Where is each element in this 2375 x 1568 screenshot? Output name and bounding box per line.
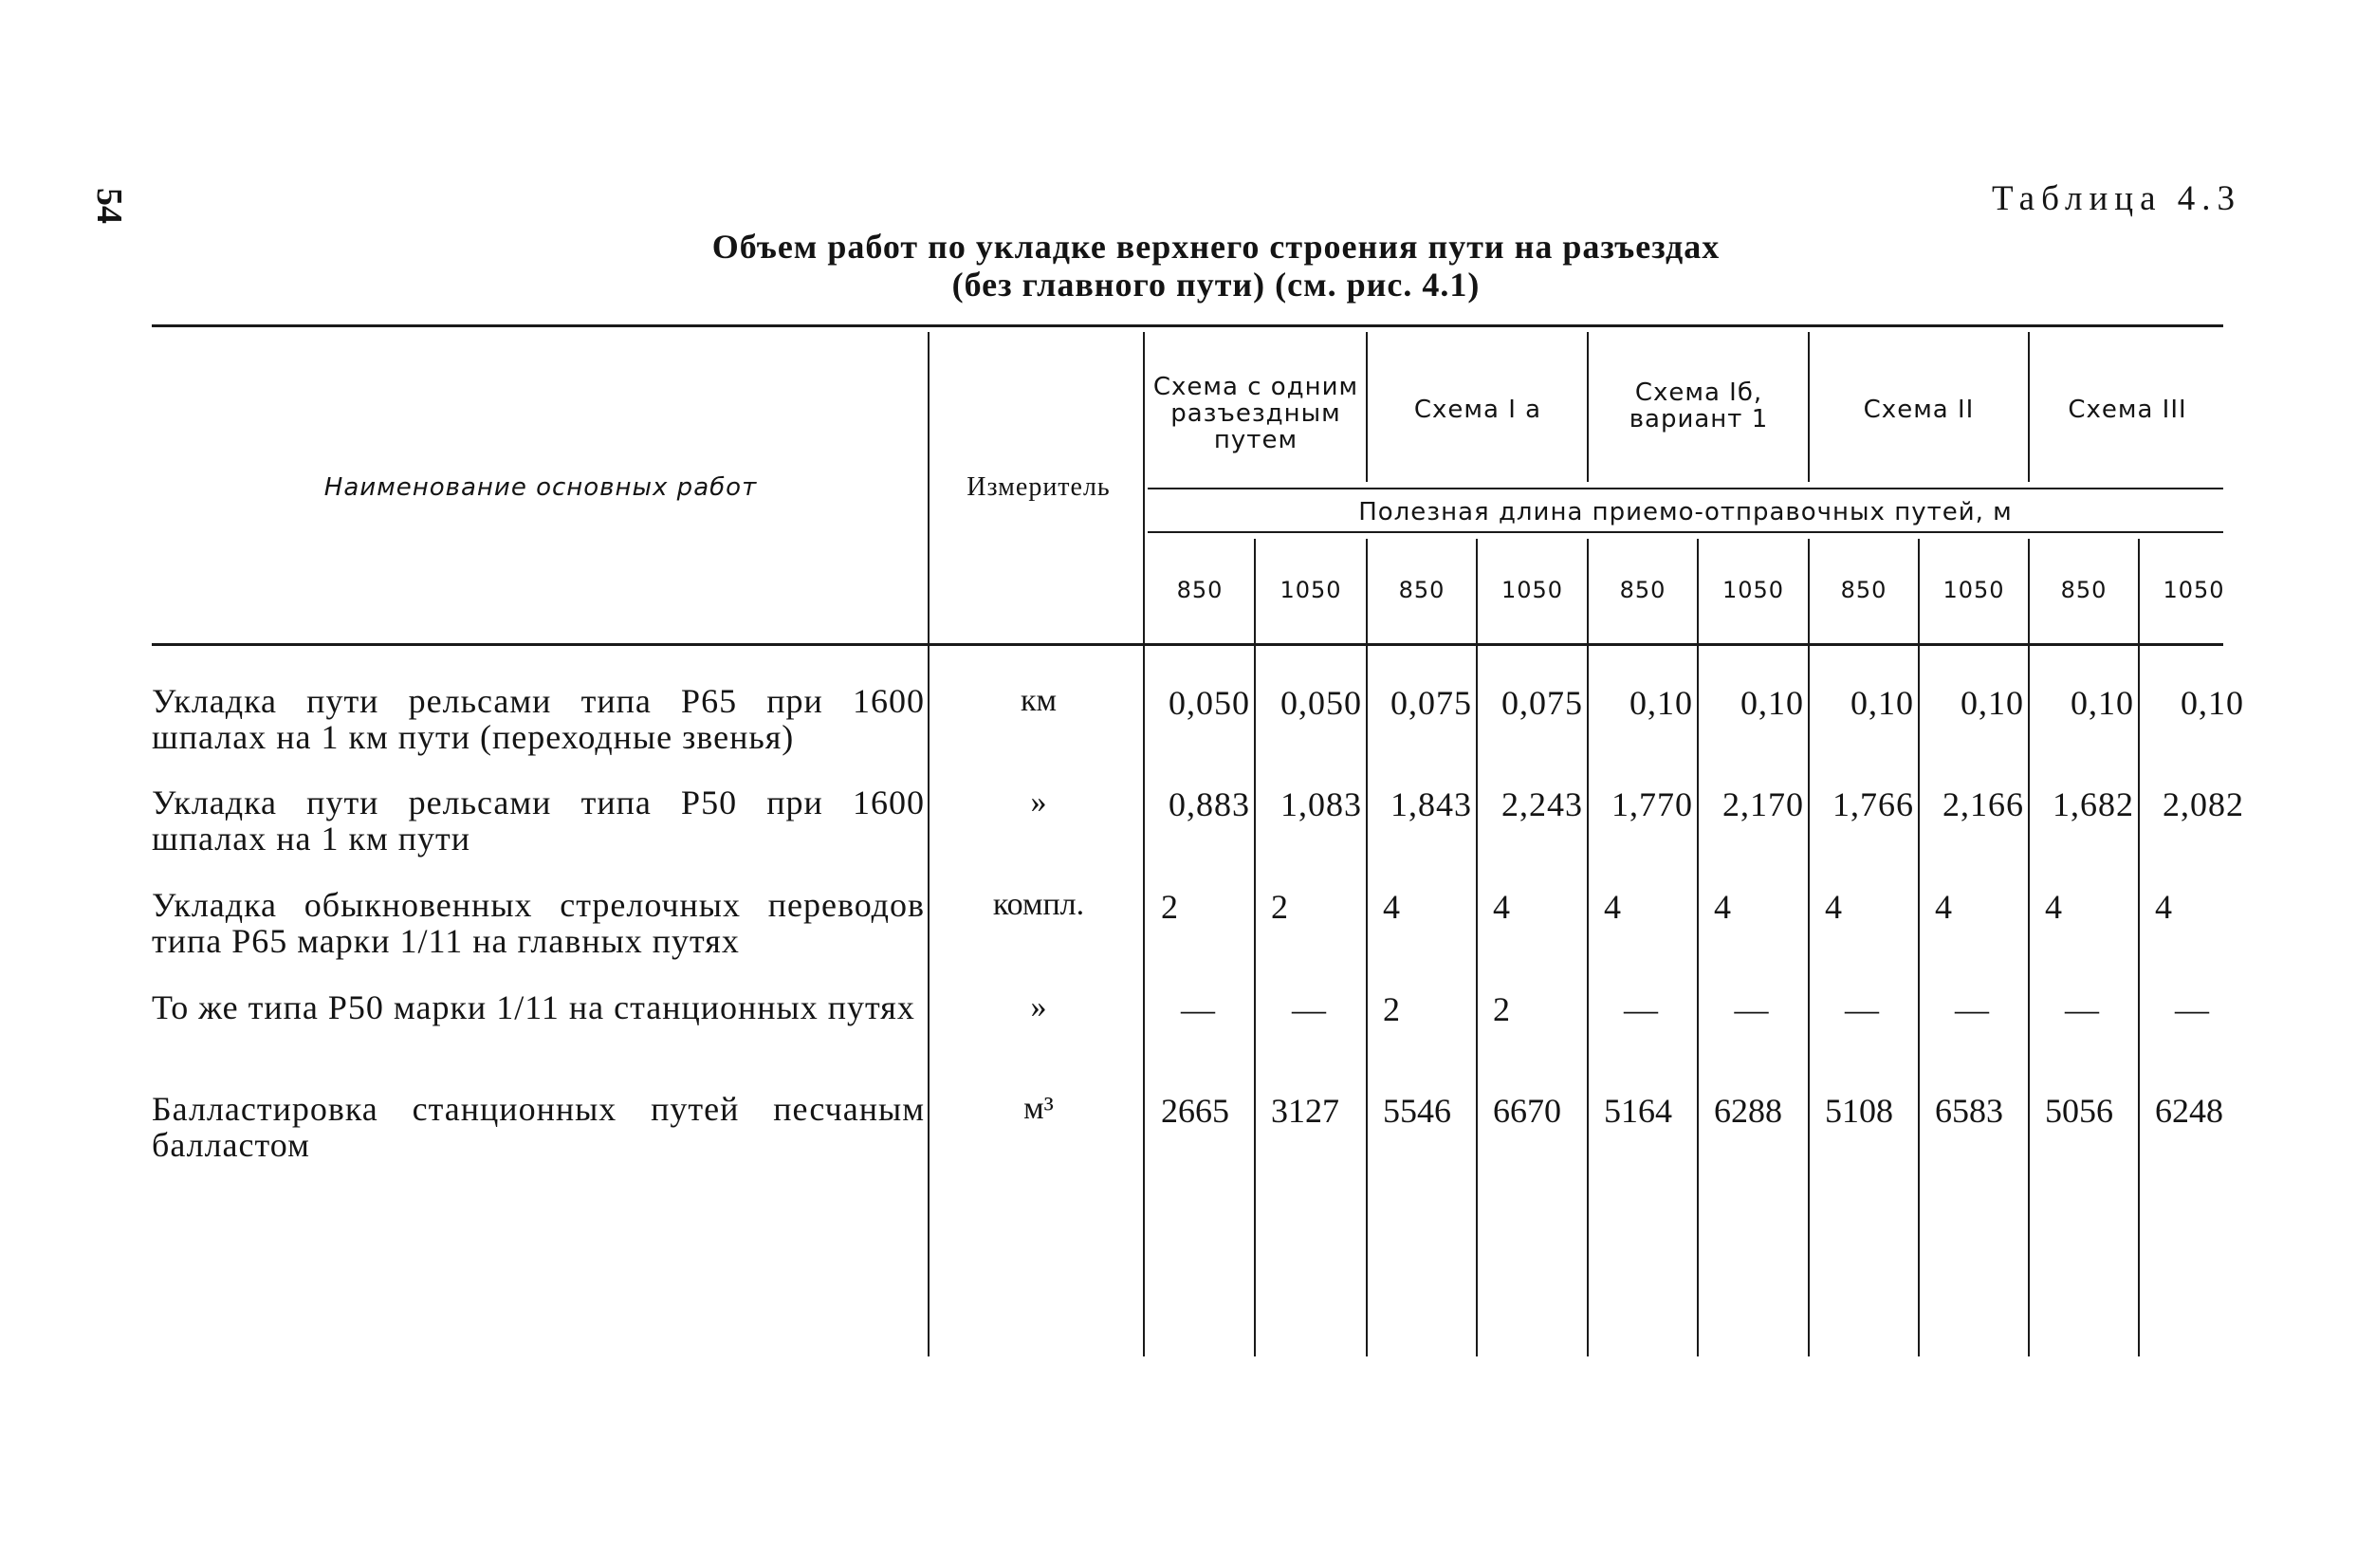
table-cell: 5164 (1604, 1092, 1672, 1130)
table-cell: 2 (1383, 990, 1400, 1028)
value-col-divider (1587, 539, 1589, 1356)
header-length-label: Полезная длина приемо-отправочных путей, м (1358, 498, 2013, 526)
value-col-divider (1808, 539, 1810, 1356)
table-cell: 2,082 (2163, 785, 2244, 823)
value-col-divider (2028, 539, 2030, 1356)
table-cell: 0,883 (1169, 785, 1250, 823)
table-cell: 3127 (1271, 1092, 1339, 1130)
length-header-cell: 850 (1619, 577, 1666, 603)
table-cell: 4 (1604, 888, 1621, 926)
title-line-1: Объем работ по укладке верхнего строения пути на разъездах (711, 228, 1721, 266)
table-cell: 6288 (1714, 1092, 1782, 1130)
row-unit: компл. (992, 887, 1085, 922)
header-scheme-2: Схема I а (1413, 396, 1542, 424)
value-col-divider (1254, 539, 1256, 1356)
table-cell: 0,10 (1961, 684, 2024, 722)
scheme-rule (1148, 488, 2223, 489)
table-cell: 1,083 (1280, 785, 1362, 823)
header-scheme-4: Схема II (1863, 396, 1975, 424)
table-cell: 4 (1714, 888, 1731, 926)
table-cell: — (1845, 990, 1879, 1028)
row-unit: м³ (1023, 1091, 1054, 1126)
title-line-2: (без главного пути) (см. рис. 4.1) (951, 266, 1481, 304)
length-header-cell: 1050 (1500, 577, 1564, 603)
length-header-cell: 1050 (1280, 577, 1342, 603)
table-cell: 5108 (1825, 1092, 1893, 1130)
table-cell: 0,050 (1280, 684, 1362, 722)
table-cell: 2,243 (1501, 785, 1583, 823)
row-name: Балластировка станционных путей песчаным балластом (152, 1090, 925, 1164)
col-divider-name (928, 332, 930, 1356)
table-cell: 6670 (1493, 1092, 1561, 1130)
row-unit: » (1030, 784, 1047, 820)
table-cell: 0,10 (2181, 684, 2244, 722)
table-cell: 4 (1383, 888, 1400, 926)
table-cell: 4 (2045, 888, 2062, 926)
scheme-divider (2028, 332, 2030, 482)
scheme-divider (1587, 332, 1589, 482)
row-name: То же типа Р50 марки 1/11 на станционных путях (152, 988, 915, 1026)
table-cell: 4 (2155, 888, 2172, 926)
value-col-divider (2138, 539, 2140, 1356)
value-col-divider (1697, 539, 1699, 1356)
length-header-cell: 850 (2060, 577, 2108, 603)
table-cell: 4 (1935, 888, 1952, 926)
row-name: Укладка пути рельсами типа Р50 при 1600 шпалах на 1 км пути (152, 784, 925, 858)
value-col-divider (1918, 539, 1920, 1356)
value-col-divider (1366, 539, 1368, 1356)
table-cell: 1,682 (2053, 785, 2134, 823)
header-scheme-3: Схема Iб, вариант 1 (1629, 378, 1769, 434)
table-cell: 4 (1493, 888, 1510, 926)
length-header-cell: 850 (1398, 577, 1445, 603)
col-divider-unit (1143, 332, 1145, 1356)
table-cell: 0,10 (2071, 684, 2134, 722)
row-unit: км (1020, 683, 1058, 718)
table-cell: 6248 (2155, 1092, 2223, 1130)
row-unit: » (1030, 989, 1047, 1024)
header-name-column: Наименование основных работ (323, 473, 758, 502)
table-cell: 2 (1271, 888, 1288, 926)
table-cell: 5056 (2045, 1092, 2113, 1130)
table-cell: 0,050 (1169, 684, 1250, 722)
table-cell: 0,10 (1850, 684, 1914, 722)
table-cell: 5546 (1383, 1092, 1451, 1130)
table-cell: — (1624, 990, 1658, 1028)
length-header-cell: 1050 (1942, 577, 2005, 603)
table-cell: 2 (1493, 990, 1510, 1028)
length-header-cell: 1050 (1721, 577, 1785, 603)
header-unit-column: Измеритель (967, 472, 1111, 502)
table-cell: 2 (1161, 888, 1178, 926)
table-cell: — (2175, 990, 2209, 1028)
scheme-divider (1366, 332, 1368, 482)
table-cell: — (1734, 990, 1769, 1028)
table-cell: 0,075 (1390, 684, 1472, 722)
table-label: Таблица 4.3 (1992, 179, 2241, 218)
table-cell: 1,843 (1390, 785, 1472, 823)
header-bottom-rule (152, 643, 2223, 646)
table-cell: 1,766 (1832, 785, 1914, 823)
top-rule (152, 324, 2223, 327)
table-cell: — (1181, 990, 1215, 1028)
table-cell: — (1292, 990, 1326, 1028)
table-cell: 0,10 (1740, 684, 1804, 722)
scheme-divider (1808, 332, 1810, 482)
table-cell: 6583 (1935, 1092, 2003, 1130)
page-number: 54 (89, 188, 129, 224)
table-cell: 0,10 (1629, 684, 1693, 722)
length-rule (1148, 531, 2223, 533)
table-cell: — (1955, 990, 1989, 1028)
header-scheme-5: Схема III (2068, 396, 2187, 424)
table-cell: 2,170 (1722, 785, 1804, 823)
row-name: Укладка пути рельсами типа Р65 при 1600 шпалах на 1 км пути (переходные звенья) (152, 682, 925, 756)
header-scheme-1: Схема с одним разъездным путем (1152, 373, 1359, 454)
table-cell: 1,770 (1611, 785, 1693, 823)
table-cell: — (2065, 990, 2099, 1028)
table-cell: 2665 (1161, 1092, 1229, 1130)
value-col-divider (1476, 539, 1478, 1356)
length-header-cell: 850 (1840, 577, 1887, 603)
table-cell: 0,075 (1501, 684, 1583, 722)
table-cell: 2,166 (1942, 785, 2024, 823)
length-header-cell: 1050 (2163, 577, 2225, 603)
table-cell: 4 (1825, 888, 1842, 926)
table-title (0, 228, 2375, 304)
length-header-cell: 850 (1176, 577, 1224, 603)
row-name: Укладка обыкновенных стрелочных переводов типа Р65 марки 1/11 на главных путях (152, 886, 925, 960)
